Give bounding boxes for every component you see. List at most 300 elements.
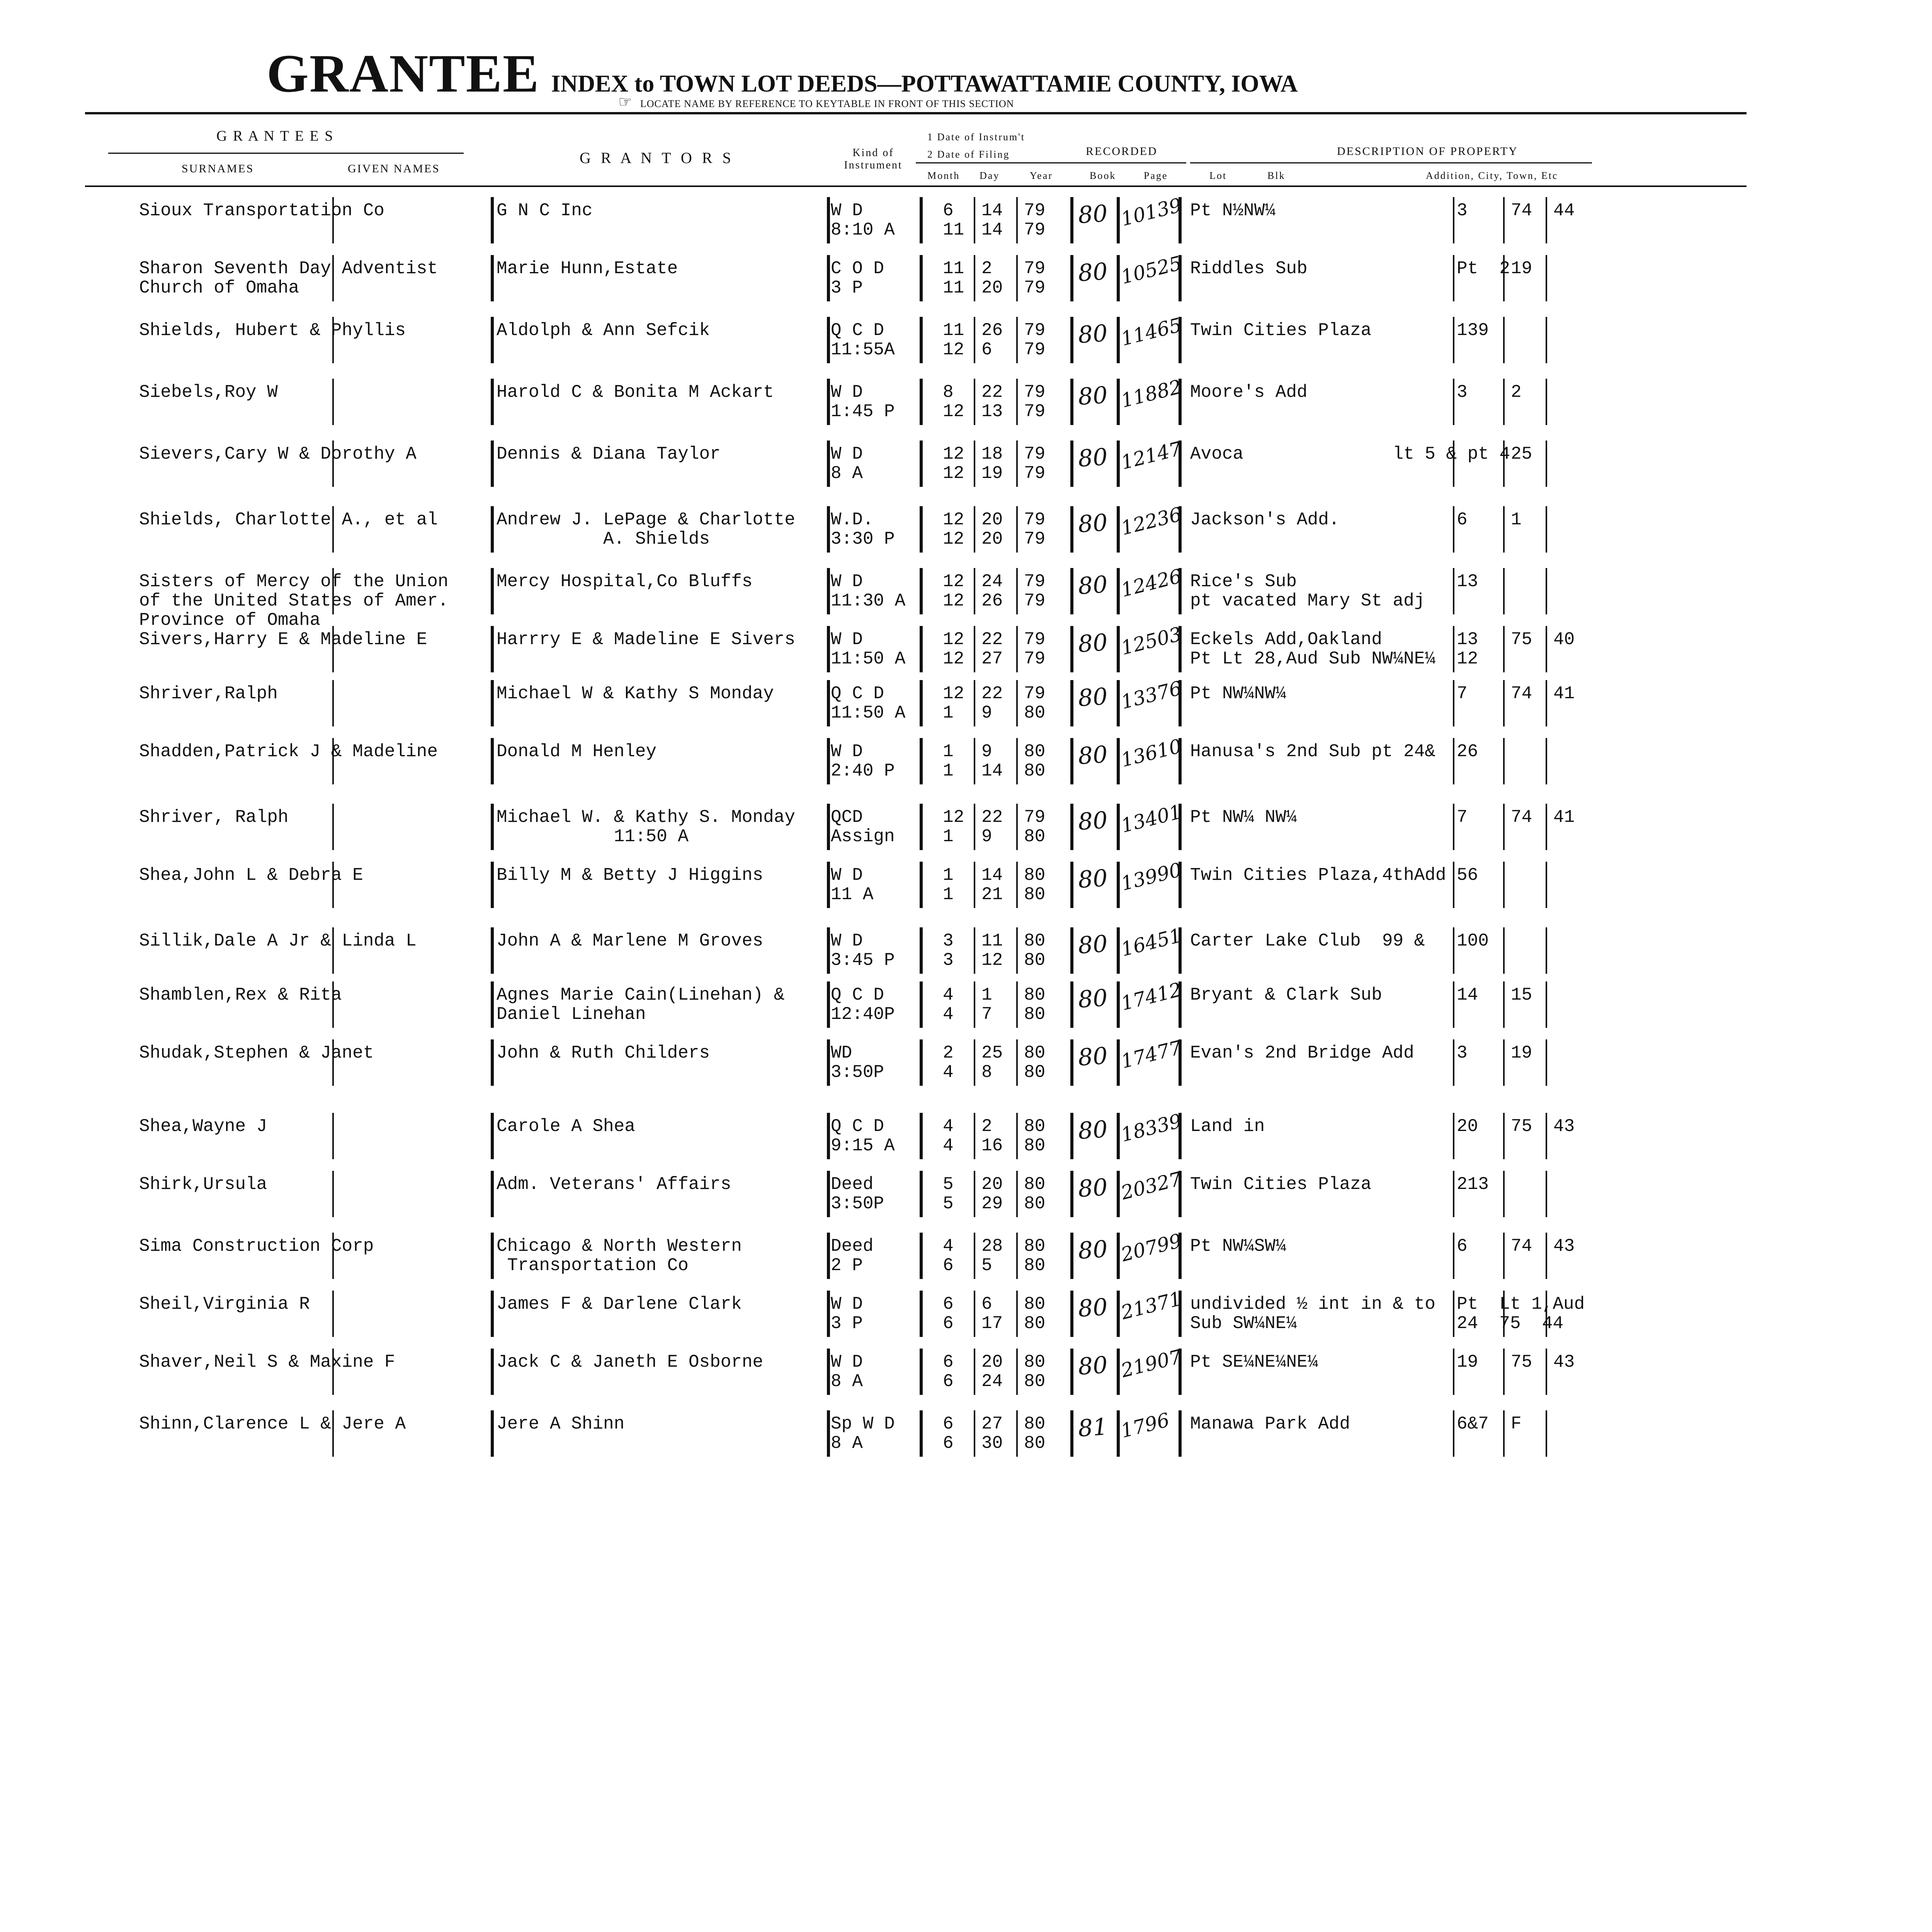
column-rule — [1117, 379, 1120, 425]
cell-kind: W D 8 A — [831, 444, 863, 483]
cell-grantee: Shadden,Patrick J & Madeline — [139, 742, 438, 762]
cell-day: 25 8 — [981, 1043, 1003, 1082]
cell-grantee: Shriver, Ralph — [139, 807, 289, 827]
cell-month: 1 1 — [943, 742, 954, 781]
column-rule — [1546, 927, 1547, 974]
cell-book: 80 — [1077, 984, 1109, 1014]
cell-book: 80 — [1077, 1351, 1109, 1381]
column-rule — [1070, 804, 1073, 850]
cell-book: 80 — [1077, 1293, 1109, 1323]
column-rule — [1070, 1233, 1073, 1279]
column-rule — [827, 927, 830, 974]
cell-month: 6 6 — [943, 1414, 954, 1453]
column-rule — [974, 379, 975, 425]
col-day: Day — [980, 170, 1000, 181]
column-rule — [1546, 440, 1547, 487]
cell-grantor: Aldolph & Ann Sefcik — [497, 320, 710, 340]
column-rule — [1117, 197, 1120, 243]
cell-month: 12 12 — [943, 571, 964, 611]
cell-page: 20799 — [1119, 1229, 1184, 1266]
column-rule — [974, 197, 975, 243]
cell-desc: Pt N½NW¼ — [1190, 201, 1276, 221]
column-rule — [827, 506, 830, 553]
cell-page: 12503 — [1119, 622, 1184, 660]
column-rule — [1117, 927, 1120, 974]
column-rule — [1016, 1233, 1018, 1279]
cell-grantor: James F & Darlene Clark — [497, 1294, 742, 1314]
column-rule — [974, 506, 975, 553]
cell-month: 12 1 — [943, 684, 964, 723]
given-name-rule — [332, 981, 334, 1028]
column-rule — [1179, 379, 1182, 425]
column-rule — [1453, 680, 1454, 726]
cell-blk: 74 — [1511, 1236, 1532, 1256]
cell-blk: 75 — [1511, 629, 1532, 650]
column-rule — [1179, 568, 1182, 614]
column-rule — [1453, 1233, 1454, 1279]
column-rule — [1179, 981, 1182, 1028]
column-rule — [1016, 1171, 1018, 1217]
column-rule — [1117, 506, 1120, 553]
column-rule — [1546, 317, 1547, 363]
col-date2: 2 Date of Filing — [927, 149, 1010, 160]
column-rule — [1503, 738, 1505, 784]
cell-kind: W D 2:40 P — [831, 742, 895, 781]
cell-blk: 1 — [1511, 510, 1522, 530]
column-rule — [1016, 680, 1018, 726]
column-rule — [827, 1171, 830, 1217]
cell-month: 12 12 — [943, 629, 964, 669]
cell-grantee: Shields, Charlotte A., et al — [139, 510, 438, 530]
cell-year: 79 79 — [1024, 382, 1046, 422]
cell-kind: W D 8:10 A — [831, 201, 895, 240]
column-rule — [974, 317, 975, 363]
cell-extra: 43 — [1553, 1352, 1575, 1372]
column-rule — [920, 440, 923, 487]
column-rule — [1503, 1291, 1505, 1337]
cell-lot: 13 12 — [1457, 629, 1478, 669]
column-rule — [1117, 317, 1120, 363]
column-rule — [974, 1171, 975, 1217]
given-name-rule — [332, 506, 334, 553]
cell-lot: 3 — [1457, 201, 1468, 221]
cell-page: 16451 — [1119, 924, 1184, 961]
col-addition: Addition, City, Town, Etc — [1426, 170, 1558, 181]
col-month: Month — [927, 170, 960, 181]
column-rule — [920, 197, 923, 243]
given-name-rule — [332, 1113, 334, 1159]
column-rule — [920, 1410, 923, 1457]
cell-blk: 74 — [1511, 684, 1532, 704]
cell-lot: 3 — [1457, 382, 1468, 402]
cell-grantee: Shudak,Stephen & Janet — [139, 1043, 374, 1063]
column-rule — [974, 680, 975, 726]
column-rule — [1016, 317, 1018, 363]
column-rule — [1503, 506, 1505, 553]
cell-month: 12 12 — [943, 510, 964, 549]
column-rule — [920, 568, 923, 614]
column-rule — [974, 1233, 975, 1279]
cell-book: 80 — [1077, 1235, 1109, 1265]
cell-kind: W D 11:30 A — [831, 571, 906, 611]
cell-blk: 75 — [1511, 1352, 1532, 1372]
column-rule — [1117, 680, 1120, 726]
column-rule — [1503, 440, 1505, 487]
column-rule — [827, 255, 830, 301]
column-rule — [827, 1349, 830, 1395]
col-book: Book — [1090, 170, 1116, 181]
cell-desc: Eckels Add,Oakland Pt Lt 28,Aud Sub NW¼NE¼ — [1190, 629, 1435, 669]
cell-year: 80 80 — [1024, 1174, 1046, 1214]
column-rule — [1503, 1349, 1505, 1395]
cell-lot: 6&7 — [1457, 1414, 1489, 1434]
column-rule — [1070, 1113, 1073, 1159]
column-rule — [491, 1039, 494, 1086]
column-rule — [1016, 1349, 1018, 1395]
cell-year: 80 80 — [1024, 985, 1046, 1024]
column-rule — [1503, 927, 1505, 974]
column-rule — [1016, 1291, 1018, 1337]
column-rule — [1016, 738, 1018, 784]
cell-lot: 3 — [1457, 1043, 1468, 1063]
given-name-rule — [332, 317, 334, 363]
cell-desc: undivided ½ int in & to Sub SW¼NE¼ — [1190, 1294, 1435, 1333]
column-rule — [827, 379, 830, 425]
column-rule — [1179, 255, 1182, 301]
given-name-rule — [332, 1039, 334, 1086]
column-rule — [1546, 255, 1547, 301]
cell-lot: 13 — [1457, 571, 1478, 592]
cell-page: 12426 — [1119, 565, 1184, 602]
column-rule — [1546, 1349, 1547, 1395]
cell-month: 11 11 — [943, 259, 964, 298]
column-rule — [974, 1410, 975, 1457]
cell-year: 79 79 — [1024, 320, 1046, 360]
cell-page: 13990 — [1119, 858, 1184, 895]
column-rule — [1453, 568, 1454, 614]
column-rule — [827, 804, 830, 850]
cell-grantee: Shamblen,Rex & Rita — [139, 985, 342, 1005]
column-rule — [974, 255, 975, 301]
cell-book: 81 — [1077, 1413, 1109, 1442]
column-rule — [491, 1291, 494, 1337]
cell-lot: Pt 2 — [1457, 259, 1510, 279]
cell-extra: 41 — [1553, 807, 1575, 827]
cell-grantor: Chicago & North Western Transportation Co — [497, 1236, 742, 1276]
column-rule — [491, 927, 494, 974]
column-rule — [1016, 862, 1018, 908]
cell-page: 12147 — [1119, 437, 1184, 474]
cell-year: 80 80 — [1024, 1414, 1046, 1453]
cell-extra: 43 — [1553, 1236, 1575, 1256]
column-rule — [1453, 379, 1454, 425]
cell-page: 17477 — [1119, 1036, 1184, 1073]
cell-year: 79 79 — [1024, 571, 1046, 611]
cell-grantor: Donald M Henley — [497, 742, 657, 762]
cell-desc: Moore's Add — [1190, 382, 1308, 402]
column-rule — [1117, 1039, 1120, 1086]
cell-lot: 100 — [1457, 931, 1489, 951]
column-rule — [920, 862, 923, 908]
cell-desc: Twin Cities Plaza — [1190, 320, 1372, 340]
col-recorded: RECORDED — [1086, 145, 1158, 158]
column-rule — [491, 317, 494, 363]
col-blk: Blk — [1267, 170, 1286, 181]
column-rule — [974, 862, 975, 908]
cell-desc: Manawa Park Add — [1190, 1414, 1350, 1434]
column-rule — [920, 506, 923, 553]
col-kind: Kind of Instrument — [844, 147, 903, 171]
column-rule — [1070, 981, 1073, 1028]
cell-grantee: Shields, Hubert & Phyllis — [139, 320, 406, 340]
cell-book: 80 — [1077, 571, 1109, 600]
cell-day: 2 16 — [981, 1116, 1003, 1156]
column-rule — [1503, 1039, 1505, 1086]
column-rule — [827, 1039, 830, 1086]
cell-day: 22 9 — [981, 807, 1003, 847]
cell-month: 12 12 — [943, 444, 964, 483]
cell-kind: Q C D 12:40P — [831, 985, 895, 1024]
cell-grantor: Michael W & Kathy S Monday — [497, 684, 774, 704]
given-name-rule — [332, 440, 334, 487]
cell-lot: 139 — [1457, 320, 1489, 340]
cell-grantor: G N C Inc — [497, 201, 593, 221]
cell-blk: 19 — [1511, 259, 1532, 279]
cell-kind: W D 1:45 P — [831, 382, 895, 422]
column-rule — [1016, 1410, 1018, 1457]
cell-page: 13376 — [1119, 677, 1184, 714]
column-rule — [1546, 804, 1547, 850]
column-rule — [1070, 379, 1073, 425]
cell-page: 1796 — [1118, 1408, 1172, 1442]
column-rule — [1453, 1291, 1454, 1337]
col-date1: 1 Date of Instrum't — [927, 131, 1026, 143]
column-rule — [920, 1349, 923, 1395]
cell-lot: 26 — [1457, 742, 1478, 762]
column-rule — [1503, 255, 1505, 301]
column-rule — [1546, 981, 1547, 1028]
cell-book: 80 — [1077, 1116, 1109, 1145]
column-rule — [1070, 862, 1073, 908]
column-rule — [491, 1233, 494, 1279]
cell-day: 11 12 — [981, 931, 1003, 970]
column-rule — [1453, 626, 1454, 672]
cell-page: 10139 — [1119, 194, 1184, 231]
cell-page: 10525 — [1119, 252, 1184, 289]
column-rule — [920, 927, 923, 974]
cell-day: 6 17 — [981, 1294, 1003, 1333]
column-rule — [920, 1233, 923, 1279]
cell-kind: C O D 3 P — [831, 259, 884, 298]
cell-page: 21907 — [1119, 1345, 1184, 1382]
column-rule — [920, 804, 923, 850]
column-rule — [1070, 1039, 1073, 1086]
cell-day: 14 21 — [981, 865, 1003, 905]
column-rule — [1070, 197, 1073, 243]
column-rule — [1179, 440, 1182, 487]
column-rule — [1503, 568, 1505, 614]
cell-year: 79 80 — [1024, 807, 1046, 847]
cell-month: 8 12 — [943, 382, 964, 422]
cell-kind: Q C D 9:15 A — [831, 1116, 895, 1156]
cell-blk: 74 — [1511, 201, 1532, 221]
cell-year: 80 80 — [1024, 865, 1046, 905]
column-rule — [920, 981, 923, 1028]
cell-month: 4 6 — [943, 1236, 954, 1276]
column-rule — [1179, 626, 1182, 672]
cell-book: 80 — [1077, 381, 1109, 411]
cell-day: 2 20 — [981, 259, 1003, 298]
cell-day: 24 26 — [981, 571, 1003, 611]
column-rule — [974, 927, 975, 974]
col-grantees: G R A N T E E S — [216, 128, 334, 144]
cell-kind: W D 3:45 P — [831, 931, 895, 970]
column-rule — [1117, 738, 1120, 784]
cell-month: 1 1 — [943, 865, 954, 905]
column-rule — [1117, 255, 1120, 301]
given-name-rule — [332, 1233, 334, 1279]
cell-day: 20 20 — [981, 510, 1003, 549]
column-rule — [491, 1410, 494, 1457]
locate-note-text: LOCATE NAME BY REFERENCE TO KEYTABLE IN FRONT OF THIS SECTION — [640, 98, 1014, 109]
column-rule — [920, 255, 923, 301]
cell-month: 2 4 — [943, 1043, 954, 1082]
column-rule — [1453, 1113, 1454, 1159]
cell-desc: Riddles Sub — [1190, 259, 1308, 279]
cell-book: 80 — [1077, 320, 1109, 349]
cell-month: 12 1 — [943, 807, 964, 847]
given-name-rule — [332, 1171, 334, 1217]
cell-page: 11465 — [1119, 313, 1184, 350]
column-rule — [827, 738, 830, 784]
column-rule — [1070, 568, 1073, 614]
cell-lot: 19 — [1457, 1352, 1478, 1372]
cell-book: 80 — [1077, 258, 1109, 287]
column-rule — [827, 680, 830, 726]
cell-desc: Land in — [1190, 1116, 1265, 1136]
column-rule — [1016, 506, 1018, 553]
column-rule — [1016, 804, 1018, 850]
cell-grantee: Sheil,Virginia R — [139, 1294, 310, 1314]
given-name-rule — [332, 680, 334, 726]
column-rule — [491, 804, 494, 850]
given-name-rule — [332, 1291, 334, 1337]
column-rule — [1070, 680, 1073, 726]
cell-desc: Avoca lt 5 & pt 4 — [1190, 444, 1510, 464]
column-rule — [1453, 927, 1454, 974]
column-rule — [1546, 1113, 1547, 1159]
cell-book: 80 — [1077, 509, 1109, 538]
cell-day: 26 6 — [981, 320, 1003, 360]
col-page: Page — [1144, 170, 1168, 181]
cell-page: 13610 — [1119, 735, 1184, 772]
cell-year: 80 80 — [1024, 931, 1046, 970]
cell-day: 9 14 — [981, 742, 1003, 781]
cell-kind: Deed 2 P — [831, 1236, 874, 1276]
column-rule — [1546, 1039, 1547, 1086]
cell-desc: Pt NW¼NW¼ — [1190, 684, 1286, 704]
column-rule — [974, 981, 975, 1028]
column-rule — [1453, 1410, 1454, 1457]
column-rule — [1070, 1171, 1073, 1217]
column-rule — [827, 317, 830, 363]
col-description: DESCRIPTION OF PROPERTY — [1337, 145, 1518, 158]
cell-lot: 213 — [1457, 1174, 1489, 1194]
cell-grantor: Michael W. & Kathy S. Monday 11:50 A — [497, 807, 795, 847]
column-rule — [491, 862, 494, 908]
column-rule — [491, 440, 494, 487]
given-name-rule — [332, 1349, 334, 1395]
cell-month: 5 5 — [943, 1174, 954, 1214]
cell-month: 4 4 — [943, 1116, 954, 1156]
cell-book: 80 — [1077, 1042, 1109, 1071]
cell-desc: Twin Cities Plaza,4thAdd — [1190, 865, 1446, 885]
column-rule — [491, 568, 494, 614]
column-rule — [974, 440, 975, 487]
cell-day: 20 29 — [981, 1174, 1003, 1214]
column-rule — [1070, 927, 1073, 974]
column-rule — [827, 981, 830, 1028]
column-rule — [827, 568, 830, 614]
cell-month: 4 4 — [943, 985, 954, 1024]
cell-grantor: Harrry E & Madeline E Sivers — [497, 629, 795, 650]
locate-note — [618, 93, 1014, 111]
column-rule — [920, 317, 923, 363]
column-rule — [1546, 568, 1547, 614]
header-rule-top — [85, 112, 1747, 114]
column-rule — [491, 626, 494, 672]
column-rule — [974, 804, 975, 850]
column-rule — [1070, 738, 1073, 784]
column-rule — [827, 1291, 830, 1337]
column-rule — [1117, 862, 1120, 908]
cell-book: 80 — [1077, 443, 1109, 473]
cell-extra: 44 — [1553, 201, 1575, 221]
column-rule — [1546, 738, 1547, 784]
title-grantee: GRANTEE — [267, 44, 540, 104]
column-rule — [1179, 1291, 1182, 1337]
column-rule — [1503, 197, 1505, 243]
cell-page: 11882 — [1119, 375, 1184, 412]
cell-blk: 2 — [1511, 382, 1522, 402]
cell-day: 18 19 — [981, 444, 1003, 483]
header-rule-bottom — [85, 185, 1747, 187]
cell-grantor: Marie Hunn,Estate — [497, 259, 678, 279]
cell-lot: Pt Lt 1,Aud 24 75 44 — [1457, 1294, 1585, 1333]
column-rule — [827, 1410, 830, 1457]
cell-kind: W D 8 A — [831, 1352, 863, 1391]
cell-desc: Carter Lake Club 99 & — [1190, 931, 1425, 951]
col-lot: Lot — [1209, 170, 1227, 181]
cell-page: 17412 — [1119, 978, 1184, 1015]
cell-grantor: John A & Marlene M Groves — [497, 931, 764, 951]
cell-lot: 6 — [1457, 1236, 1468, 1256]
column-rule — [1453, 862, 1454, 908]
column-rule — [1117, 1113, 1120, 1159]
column-rule — [1070, 440, 1073, 487]
cell-year: 80 80 — [1024, 1352, 1046, 1391]
cell-day: 22 13 — [981, 382, 1003, 422]
cell-grantee: Sima Construction Corp — [139, 1236, 374, 1256]
column-rule — [1016, 568, 1018, 614]
column-rule — [1503, 804, 1505, 850]
column-rule — [1546, 506, 1547, 553]
column-rule — [1070, 317, 1073, 363]
column-rule — [1453, 506, 1454, 553]
cell-extra: 43 — [1553, 1116, 1575, 1136]
column-rule — [1453, 440, 1454, 487]
cell-kind: WD 3:50P — [831, 1043, 884, 1082]
